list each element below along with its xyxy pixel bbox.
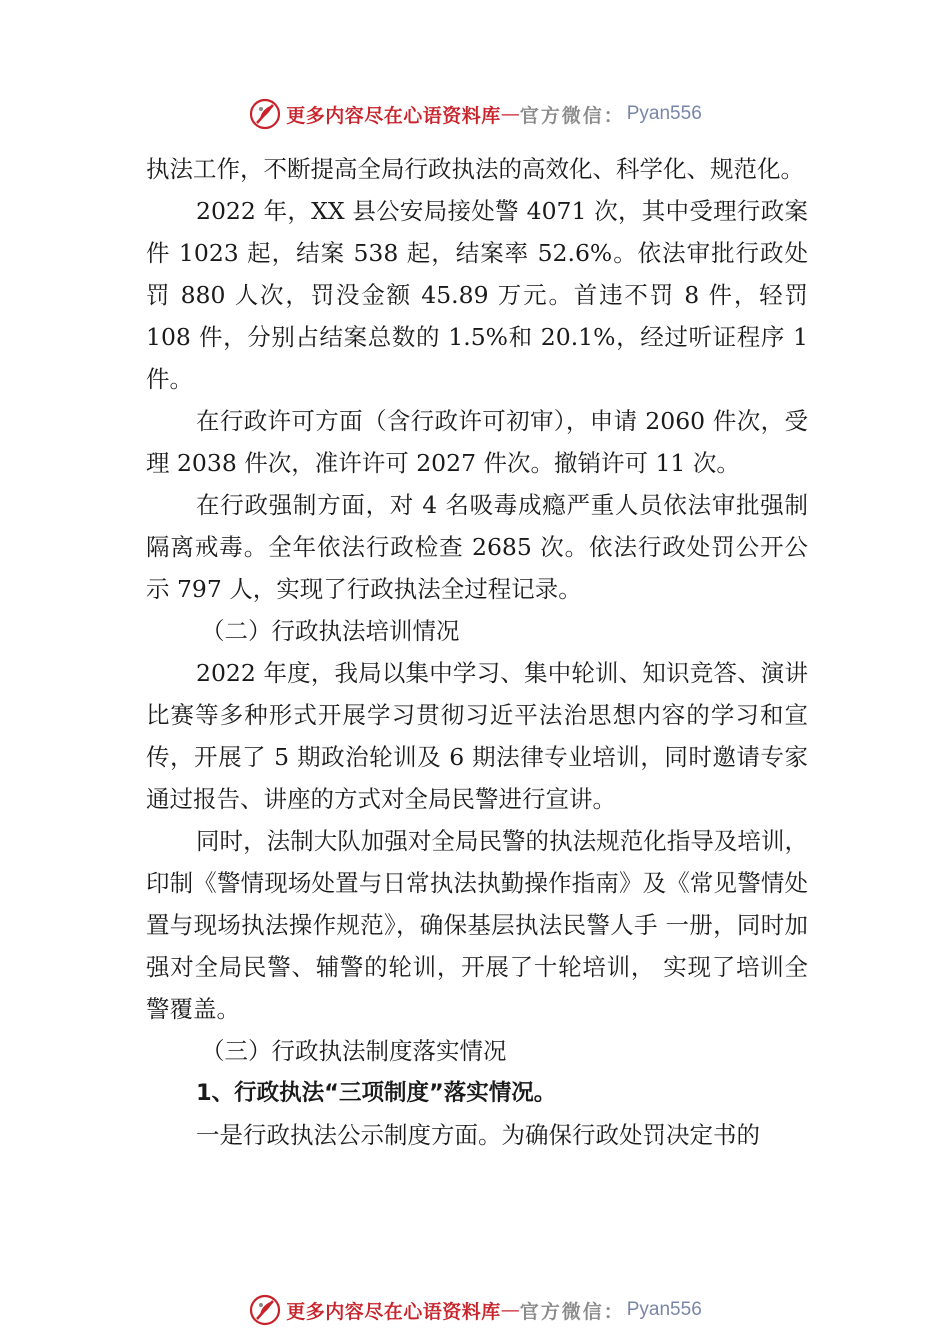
subsection-heading: 1、行政执法“三项制度”落实情况。 — [196, 1080, 557, 1106]
paragraph: 在行政许可方面（含行政许可初审），申请 2060 件次，受理 2038 件次，准许许可 2027 件次。撤销许可 11 次。 — [146, 407, 808, 477]
watermark-gray-text: 官方微信： — [519, 104, 625, 127]
quill-logo-icon — [248, 97, 282, 131]
watermark-wechat-id: Pyan556 — [626, 1299, 702, 1320]
paragraph: 2022 年度，我局以集中学习、集中轮训、知识竞答、演讲比赛等多种形式开展学习贯彻习近平法治思想内容的学习和宣传，开展了 5 期政治轮训及 6 期法律专业培训，同时邀请专家通过报告、讲座的方式对全局民警进行宣讲。 — [146, 659, 808, 813]
watermark-red-text: 更多内容尽在心语资料库 — [286, 104, 501, 127]
paragraph: 同时，法制大队加强对全局民警的执法规范化指导及培训，印制《警情现场处置与日常执法执勤操作指南》及《常见警情处置与现场执法操作规范》，确保基层执法民警人手 一册，同时加强对全局民警、辅警的轮训，开展了十轮培训， 实现了培训全警覆盖。 — [146, 827, 808, 1023]
section-heading: （二）行政执法培训情况 — [201, 617, 460, 645]
section-heading: （三）行政执法制度落实情况 — [201, 1037, 507, 1065]
paragraph: 2022 年，XX 县公安局接处警 4071 次，其中受理行政案件 1023 起，结案 538 起，结案率 52.6%。依法审批行政处罚 880 人次，罚没金额 45.89 万元。首违不罚 8 件，轻罚 108 件，分别占结案总数的 1.5%和 20.1%，经过听证程序 1 件。 — [146, 197, 808, 393]
watermark-gray-text: 官方微信： — [519, 1300, 625, 1323]
watermark-wechat-id: Pyan556 — [626, 103, 702, 124]
watermark-red-text: 更多内容尽在心语资料库 — [286, 1300, 501, 1323]
quill-logo-icon — [248, 1293, 282, 1327]
header-watermark — [0, 94, 950, 134]
paragraph: 执法工作，不断提高全局行政执法的高效化、科学化、规范化。 — [146, 155, 804, 183]
paragraph: 在行政强制方面，对 4 名吸毒成瘾严重人员依法审批强制隔离戒毒。全年依法行政检查 2685 次。依法行政处罚公开公示 797 人，实现了行政执法全过程记录。 — [146, 491, 808, 603]
watermark-dash: — — [500, 1299, 520, 1321]
footer-watermark — [0, 1290, 950, 1330]
watermark-dash: — — [500, 103, 520, 125]
paragraph: 一是行政执法公示制度方面。为确保行政处罚决定书的 — [196, 1121, 760, 1149]
document-body — [146, 148, 808, 1156]
